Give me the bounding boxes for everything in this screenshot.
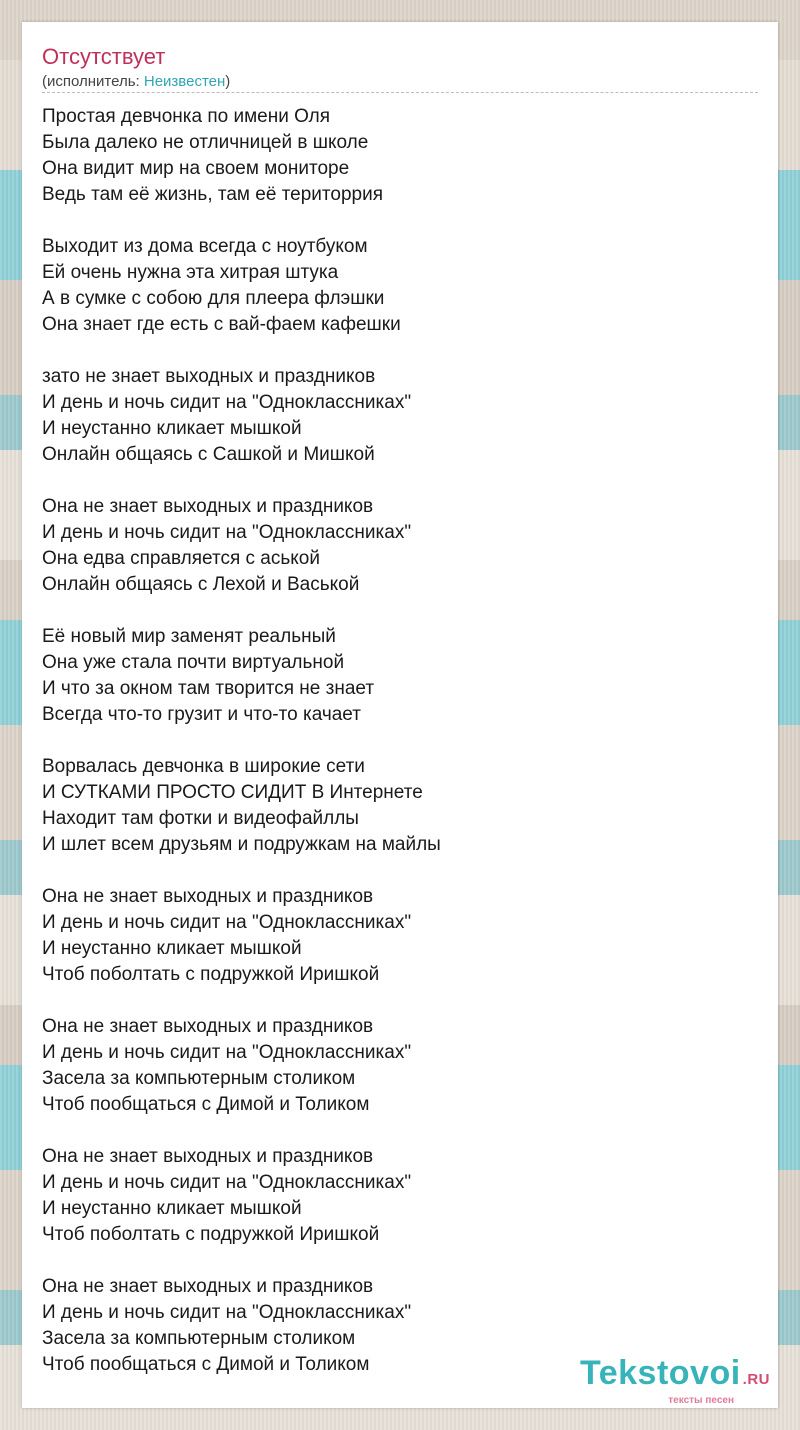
lyric-line: Ведь там её жизнь, там её територрия (42, 184, 384, 205)
lyric-line: Чтоб пообщаться с Димой и Толиком (42, 1094, 370, 1115)
lyric-line: Ей очень нужна эта хитрая штука (42, 262, 339, 283)
song-title: Отсутствует (42, 44, 166, 69)
lyric-line: И день и ночь сидит на "Одноклассниках" (42, 392, 412, 413)
lyric-line: Засела за компьютерным столиком (42, 1068, 356, 1089)
lyric-line: И неустанно кликает мышкой (42, 418, 302, 439)
lyric-line: Она не знает выходных и праздников (42, 886, 374, 907)
artist-prefix: (исполнитель: (42, 73, 144, 90)
lyric-line: Она не знает выходных и праздников (42, 1016, 374, 1037)
lyric-line: Она знает где есть с вай-фаем кафешки (42, 314, 401, 335)
site-logo[interactable] (580, 1356, 770, 1406)
lyric-line: Она уже стала почти виртуальной (42, 652, 345, 673)
verse (42, 884, 758, 988)
verse (42, 754, 758, 858)
lyric-line: И шлет всем друзьям и подружкам на майлы (42, 834, 441, 855)
verse (42, 494, 758, 598)
artist-line (42, 73, 230, 91)
lyric-line: И день и ночь сидит на "Одноклассниках" (42, 912, 412, 933)
lyric-line: И что за окном там творится не знает (42, 678, 375, 699)
lyric-line: И день и ночь сидит на "Одноклассниках" (42, 1042, 412, 1063)
lyric-line: Она не знает выходных и праздников (42, 496, 374, 517)
lyric-line: Она едва справляется с аськой (42, 548, 320, 569)
lyric-line: Всегда что-то грузит и что-то качает (42, 704, 361, 725)
lyric-line: Чтоб поболтать с подружкой Иришкой (42, 1224, 380, 1245)
lyric-line: Чтоб пообщаться с Димой и Толиком (42, 1354, 370, 1375)
lyrics-text (42, 104, 758, 1404)
lyric-line: Засела за компьютерным столиком (42, 1328, 356, 1349)
artist-link[interactable]: Неизвестен (143, 73, 226, 90)
lyric-line: И день и ночь сидит на "Одноклассниках" (42, 1302, 412, 1323)
logo-tld: .RU (742, 1371, 770, 1388)
lyric-line: Простая девчонка по имени Оля (42, 106, 331, 127)
verse (42, 104, 758, 208)
lyric-line: И СУТКАМИ ПРОСТО СИДИТ В Интернете (42, 782, 423, 803)
lyric-line: Она не знает выходных и праздников (42, 1146, 374, 1167)
lyric-line: А в сумке с собою для плеера флэшки (42, 288, 385, 309)
lyric-line: Она не знает выходных и праздников (42, 1276, 374, 1297)
lyric-line: Онлайн общаясь с Сашкой и Мишкой (42, 444, 375, 465)
lyric-line: Ворвалась девчонка в широкие сети (42, 756, 365, 777)
lyric-line: зато не знает выходных и праздников (42, 366, 376, 387)
verse (42, 1014, 758, 1118)
lyric-line: Онлайн общаясь с Лехой и Васькой (42, 574, 360, 595)
lyric-line: И день и ночь сидит на "Одноклассниках" (42, 1172, 412, 1193)
lyric-line: Она видит мир на своем мониторе (42, 158, 350, 179)
title-divider (42, 92, 758, 93)
lyric-line: Чтоб поболтать с подружкой Иришкой (42, 964, 380, 985)
lyric-line: И неустанно кликает мышкой (42, 938, 302, 959)
logo-tagline: тексты песен (668, 1395, 734, 1406)
verse (42, 364, 758, 468)
lyric-line: Находит там фотки и видеофайллы (42, 808, 359, 829)
verse (42, 624, 758, 728)
verse (42, 1144, 758, 1248)
verse (42, 234, 758, 338)
lyrics-card (22, 22, 778, 1408)
lyric-line: Её новый мир заменят реальный (42, 626, 336, 647)
lyric-line: И неустанно кликает мышкой (42, 1198, 302, 1219)
lyric-line: И день и ночь сидит на "Одноклассниках" (42, 522, 412, 543)
artist-suffix: ) (225, 73, 231, 90)
lyric-line: Выходит из дома всегда с ноутбуком (42, 236, 368, 257)
lyric-line: Была далеко не отличницей в школе (42, 132, 369, 153)
logo-brand: Tekstovoi (579, 1354, 741, 1392)
logo-wordmark (580, 1356, 770, 1397)
